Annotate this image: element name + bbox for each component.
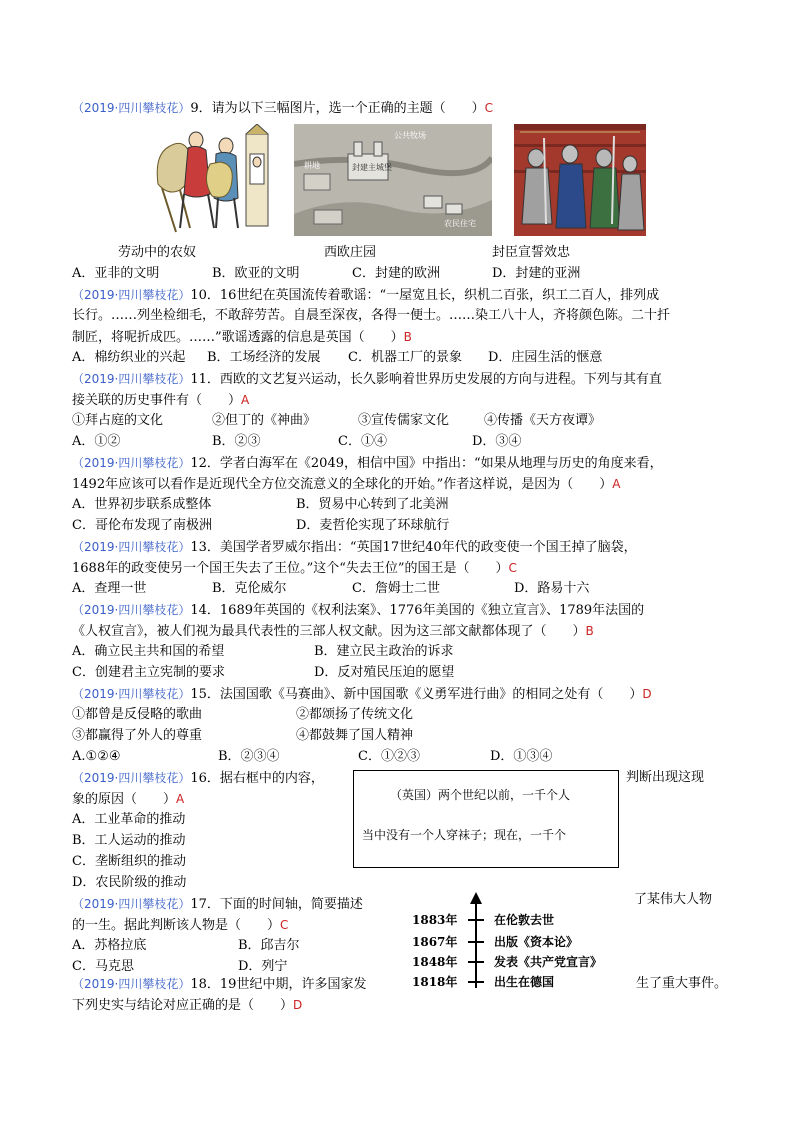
option: B．建立民主政治的诉求 [314,644,454,659]
timeline-year: 1867年 [412,935,458,949]
answer: B [585,624,594,638]
option: D．庄园生活的惬意 [488,350,603,365]
question-source: （2019·四川攀枝花） [72,288,191,302]
serfs-working-image [150,124,272,236]
question-18-line: 下列史实与结论对应正确的是（ ）D [72,998,303,1013]
timeline-year: 1848年 [412,955,458,969]
answer: C [508,561,517,575]
question-16-line: 象的原因（ ）A [72,792,185,807]
option: B．邱吉尔 [238,938,300,953]
question-source: （2019·四川攀枝花） [72,101,191,115]
option: C．詹姆士二世 [352,581,440,596]
answer: D [293,998,303,1012]
option: C．①④ [338,434,387,449]
question-source: （2019·四川攀枝花） [72,603,191,617]
answer: D [642,687,652,701]
option: A．①② [72,434,121,449]
timeline-event: 出版《资本论》 [494,935,579,949]
timeline-figure [412,892,622,992]
question-10-stem: （2019·四川攀枝花）10．16世纪在英国流传着歌谣：“一屋宽且长，织机二百张，织工二百人，排列成 [72,288,660,303]
statement-item: ③宣传儒家文化 [358,413,450,428]
option: D．③④ [472,434,522,449]
image-caption: 劳动中的农奴 [118,245,197,260]
option: A.①②④ [72,749,121,764]
option: D．列宁 [238,959,288,974]
option: C．垄断组织的推动 [72,854,186,869]
question-12-stem: （2019·四川攀枝花）12．学者白海军在《2049，相信中国》中指出：“如果从地理与历史的角度来看， [72,456,663,471]
question-17-stem: （2019·四川攀枝花）17．下面的时间轴，简要描述 [72,897,363,912]
question-16-stem-tail: 判断出现这现 [626,770,705,785]
question-source: （2019·四川攀枝花） [72,897,191,911]
question-source: （2019·四川攀枝花） [72,687,191,701]
statement-item: ①拜占庭的文化 [72,413,164,428]
timeline-event: 在伦敦去世 [494,913,555,927]
option: C．封建的欧洲 [352,266,440,281]
question-12-line: 1492年应该可以看作是近现代全方位交流意义的全球化的开始。”作者这样说，是因为（ ）A [72,477,621,492]
question-10-line: 长行。……列坐检细毛，不敢辞劳苦。自晨至深夜，各得一便士。……染工八十人，齐将颜色陈。二十扦 [72,308,671,323]
option: C．马克思 [72,959,134,974]
manor-label: 耕地 [304,161,320,170]
question-16-stem: （2019·四川攀枝花）16．据右框中的内容， [72,771,324,786]
answer: A [612,477,621,491]
option: B．贸易中心转到了北美洲 [296,497,449,512]
option: C．机器工厂的景象 [348,350,462,365]
answer: B [403,330,412,344]
question-17-stem-tail: 了某伟大人物 [634,892,713,907]
image-caption: 封臣宣誓效忠 [492,245,571,260]
option: D．路易十六 [514,581,590,596]
option: B．②③ [212,434,261,449]
vassal-oath-image [514,124,646,236]
option: A．查理一世 [72,581,147,596]
question-18-stem: （2019·四川攀枝花）18．19世纪中期，许多国家发 [72,977,367,992]
option: A．棉纺织业的兴起 [72,350,186,365]
option: B．克伦威尔 [212,581,287,596]
statement-item: ①都曾是反侵略的歌曲 [72,707,203,722]
option: A．亚非的文明 [72,266,160,281]
option: C．创建君主立宪制的要求 [72,665,225,680]
question-13-line: 1688年的政变使另一个国王失去了王位。”这个“失去王位”的国王是（ ）C [72,561,517,576]
timeline-event: 发表《共产党宣言》 [494,955,603,969]
question-10-line: 制匠，将呢折成匹。……”歌谣透露的信息是英国（ ）B [72,330,412,345]
question-11-stem: （2019·四川攀枝花）11．西欧的文艺复兴运动，长久影响着世界历史发展的方向与进程。下列与其有直 [72,372,662,387]
option: A．确立民主共和国的希望 [72,644,225,659]
question-14-stem: （2019·四川攀枝花）14．1689年英国的《权利法案》、1776年美国的《独立宣言》、1789年法国的 [72,603,645,618]
option: B．②③④ [218,749,280,764]
question-14-line: 《人权宣言》，被人们视为最具代表性的三部人权文献。因为这三部文献都体现了（ ）B [72,624,594,639]
statement-item: ②都颂扬了传统文化 [296,707,414,722]
option: D．农民阶级的推动 [72,875,187,890]
option: A．世界初步联系成整体 [72,497,212,512]
timeline-arrow-icon [470,892,482,904]
question-15-stem: （2019·四川攀枝花）15．法国国歌《马赛曲》、新中国国歌《义勇军进行曲》的相同之处有（ ）D [72,687,652,702]
manor-label: 公共牧场 [394,131,426,140]
option: B．欧亚的文明 [212,266,300,281]
question-9-stem: （2019·四川攀枝花）9．请为以下三幅图片，选一个正确的主题（ ）C [72,101,494,116]
statement-item: ④都鼓舞了国人精神 [296,728,414,743]
question-source: （2019·四川攀枝花） [72,456,191,470]
option: D．反对殖民压迫的愿望 [314,665,455,680]
question-13-stem: （2019·四川攀枝花）13．美国学者罗威尔指出：“英国17世纪40年代的政变使一个国王掉了脑袋， [72,540,637,555]
question-source: （2019·四川攀枝花） [72,771,191,785]
answer: A [241,393,250,407]
option: D．麦哲伦实现了环球航行 [296,518,450,533]
statement-item: ④传播《天方夜谭》 [484,413,602,428]
option: D．封建的亚洲 [492,266,581,281]
option: B．工场经济的发展 [207,350,321,365]
question-source: （2019·四川攀枝花） [72,372,191,386]
answer: A [176,792,185,806]
timeline-event: 出生在德国 [494,975,555,989]
timeline-year: 1883年 [412,913,458,927]
quote-box [353,770,619,868]
option: C．①②③ [358,749,420,764]
question-17-line: 的一生。据此判断该人物是（ ）C [72,918,289,933]
option: A．苏格拉底 [72,938,147,953]
quote-line: 当中没有一个人穿袜子；现在，一千个 [362,828,567,842]
question-source: （2019·四川攀枝花） [72,977,191,991]
quote-line: （英国）两个世纪以前，一千个人 [390,788,571,802]
answer: C [484,101,494,115]
answer: C [280,918,289,932]
timeline-year: 1818年 [412,975,458,989]
option: A．工业革命的推动 [72,812,186,827]
manor-label: 农民住宅 [444,219,476,228]
western-manor-image [294,124,492,236]
question-18-stem-tail: 生了重大事件。 [636,976,728,991]
image-caption: 西欧庄园 [324,245,377,260]
question-source: （2019·四川攀枝花） [72,540,191,554]
option: C．哥伦布发现了南极洲 [72,518,212,533]
manor-label: 封建主城堡 [352,163,392,172]
question-11-line: 接关联的历史事件有（ ）A [72,393,250,408]
option: B．工人运动的推动 [72,833,186,848]
statement-item: ③都赢得了外人的尊重 [72,728,203,743]
statement-item: ②但丁的《神曲》 [212,413,317,428]
option: D．①③④ [490,749,553,764]
